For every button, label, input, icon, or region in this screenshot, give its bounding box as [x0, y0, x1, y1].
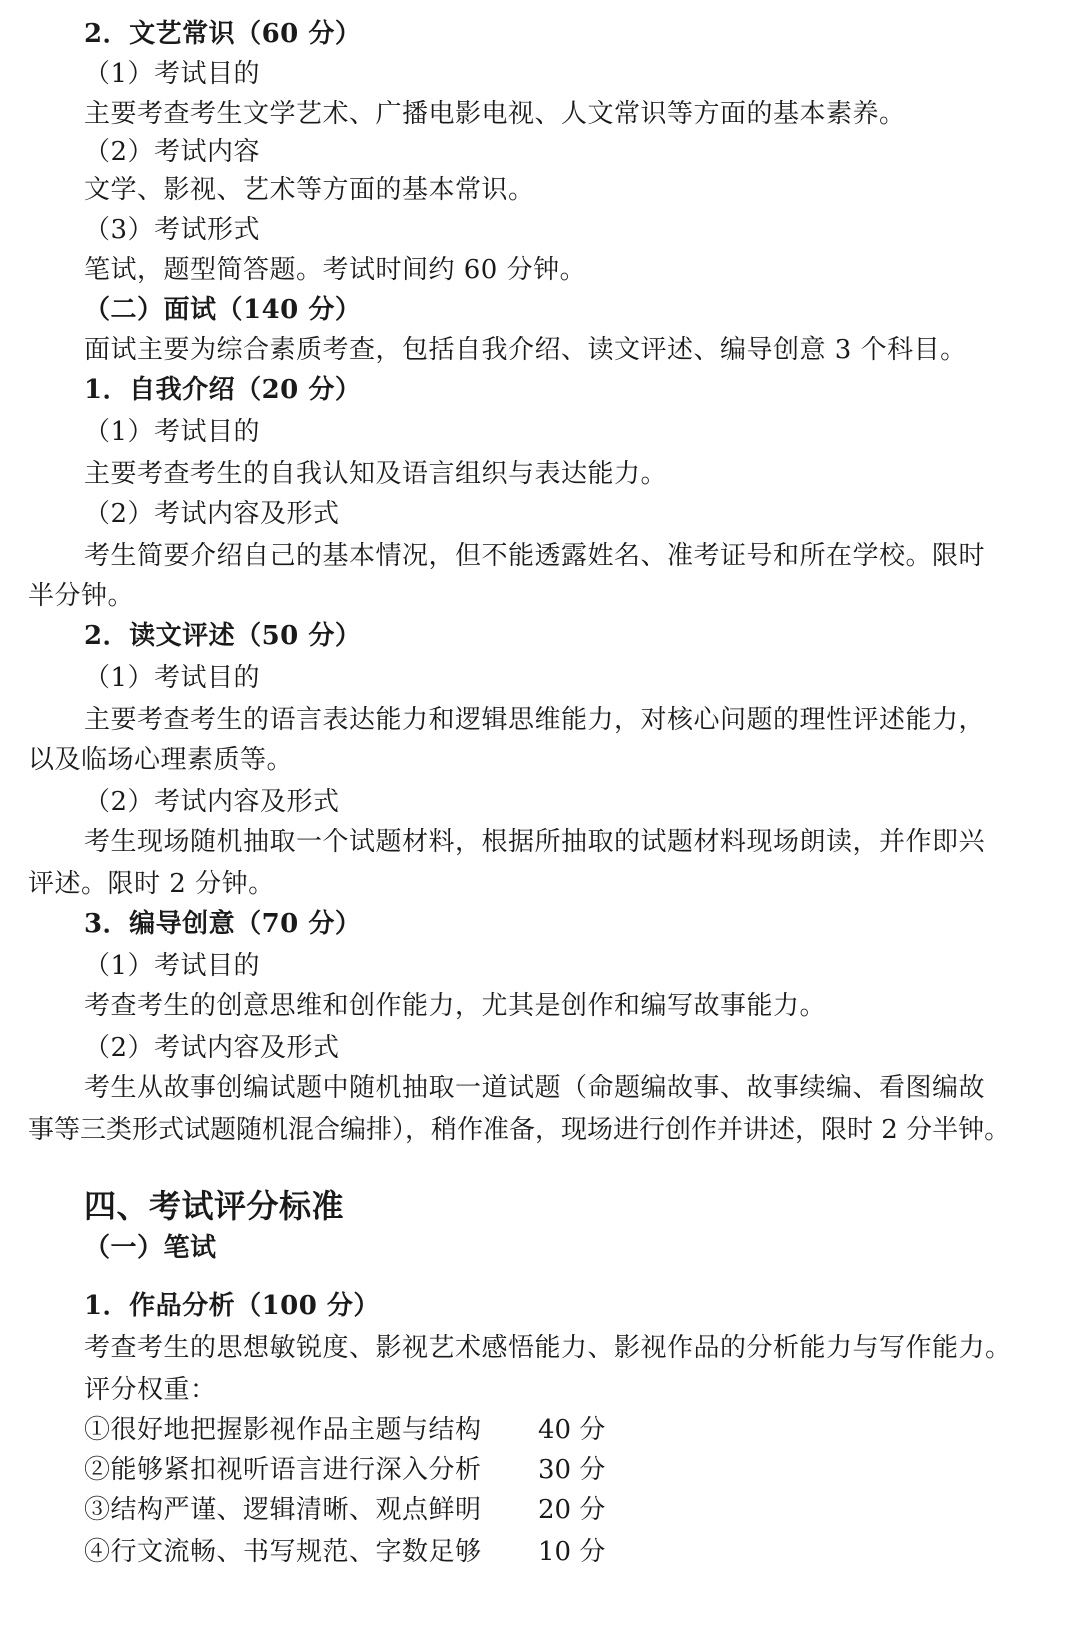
scoring-points: 30 分	[538, 1455, 606, 1485]
paragraph: 考生从故事创编试题中随机抽取一道试题（命题编故事、故事续编、看图编故	[84, 1073, 986, 1103]
item-heading-purpose: （1）考试目的	[84, 59, 261, 89]
paragraph: 文学、影视、艺术等方面的基本常识。	[84, 175, 535, 205]
subsection-heading-work-analysis: 1．作品分析（100 分）	[84, 1291, 380, 1321]
paragraph: 笔试，题型简答题。考试时间约 60 分钟。	[84, 255, 587, 285]
scoring-item: ③结构严谨、逻辑清晰、观点鲜明	[84, 1495, 482, 1525]
item-heading-purpose: （1）考试目的	[84, 663, 261, 693]
scoring-points: 10 分	[538, 1537, 606, 1567]
paragraph-continuation: 事等三类形式试题随机混合编排），稍作准备，现场进行创作并讲述，限时 2 分半钟。	[28, 1115, 1011, 1145]
subsection-heading-literary-knowledge: 2．文艺常识（60 分）	[84, 19, 362, 49]
item-heading-content-format: （2）考试内容及形式	[84, 787, 340, 817]
subsection-heading-reading-commentary: 2．读文评述（50 分）	[84, 621, 362, 651]
item-heading-format: （3）考试形式	[84, 215, 261, 245]
paragraph: 主要考查考生的语言表达能力和逻辑思维能力，对核心问题的理性评述能力，	[84, 705, 986, 735]
scoring-item: ④行文流畅、书写规范、字数足够	[84, 1537, 482, 1567]
section-heading-interview: （二）面试（140 分）	[84, 295, 362, 325]
paragraph: 面试主要为综合素质考查，包括自我介绍、读文评述、编导创意 3 个科目。	[84, 335, 967, 365]
section-heading-written-exam: （一）笔试	[84, 1233, 217, 1263]
scoring-points: 20 分	[538, 1495, 606, 1525]
paragraph-continuation: 半分钟。	[28, 581, 135, 611]
paragraph: 主要考查考生的自我认知及语言组织与表达能力。	[84, 459, 668, 489]
scoring-weights-label: 评分权重：	[84, 1375, 217, 1405]
item-heading-content-format: （2）考试内容及形式	[84, 1033, 340, 1063]
paragraph: 考查考生的思想敏锐度、影视艺术感悟能力、影视作品的分析能力与写作能力。	[84, 1333, 1012, 1363]
item-heading-purpose: （1）考试目的	[84, 417, 261, 447]
item-heading-content-format: （2）考试内容及形式	[84, 499, 340, 529]
paragraph: 考查考生的创意思维和创作能力，尤其是创作和编写故事能力。	[84, 991, 827, 1021]
scoring-item: ①很好地把握影视作品主题与结构	[84, 1415, 482, 1445]
paragraph: 主要考查考生文学艺术、广播电影电视、人文常识等方面的基本素养。	[84, 99, 906, 129]
paragraph: 考生简要介绍自己的基本情况，但不能透露姓名、准考证号和所在学校。限时	[84, 541, 986, 571]
item-heading-purpose: （1）考试目的	[84, 951, 261, 981]
scoring-points: 40 分	[538, 1415, 606, 1445]
paragraph: 考生现场随机抽取一个试题材料，根据所抽取的试题材料现场朗读，并作即兴	[84, 827, 986, 857]
scoring-item: ②能够紧扣视听语言进行深入分析	[84, 1455, 482, 1485]
paragraph-continuation: 评述。限时 2 分钟。	[28, 869, 275, 899]
item-heading-content: （2）考试内容	[84, 137, 261, 167]
subsection-heading-creative-direction: 3．编导创意（70 分）	[84, 909, 362, 939]
section-heading-scoring-standards: 四、考试评分标准	[84, 1187, 345, 1225]
paragraph-continuation: 以及临场心理素质等。	[28, 745, 294, 775]
subsection-heading-self-intro: 1．自我介绍（20 分）	[84, 375, 362, 405]
